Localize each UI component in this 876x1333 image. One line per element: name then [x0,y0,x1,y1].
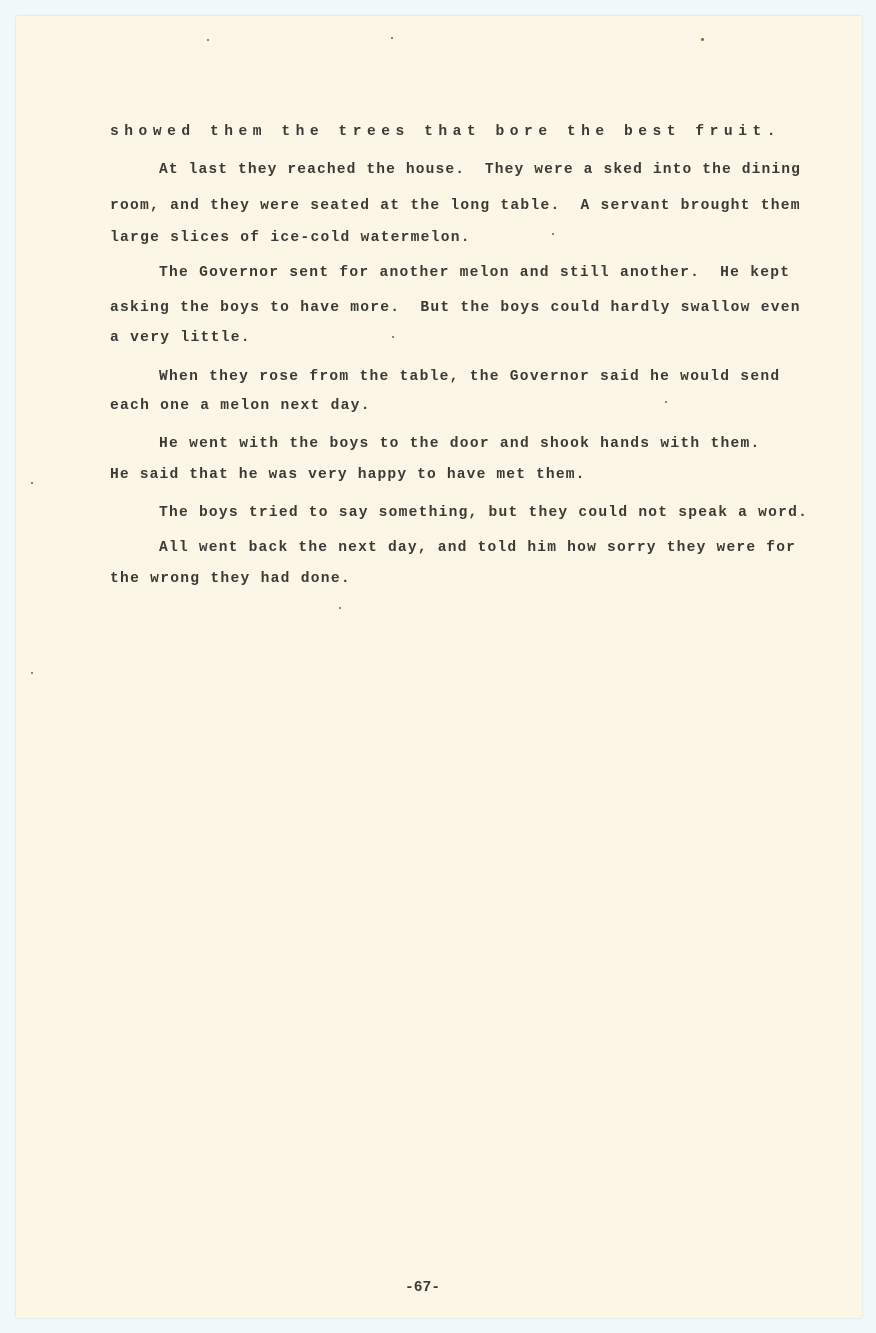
ink-speck [665,401,667,403]
ink-speck [391,37,393,39]
text-line: He said that he was very happy to have met them. [110,467,586,483]
ink-speck [392,336,394,338]
paragraph-first-line: At last they reached the house. They were a sked into the dining [159,162,801,178]
paragraph-first-line: When they rose from the table, the Governor said he would send [159,369,781,385]
ink-speck [207,39,209,41]
text-line: the wrong they had done. [110,571,351,587]
ink-speck [31,672,33,674]
paragraph-first-line: He went with the boys to the door and shook hands with them. [159,436,761,452]
ink-speck [552,233,554,235]
page-number: -67- [405,1280,441,1296]
ink-speck [31,482,33,484]
text-line: large slices of ice-cold watermelon. [110,230,471,246]
paragraph-first-line: All went back the next day, and told him how sorry they were for [159,540,797,556]
text-line: asking the boys to have more. But the boys could hardly swallow even [110,300,801,316]
ink-speck [339,607,341,609]
text-line: showed them the trees that bore the best fruit. [110,124,782,140]
paragraph-first-line: The Governor sent for another melon and still another. He kept [159,265,791,281]
text-line: each one a melon next day. [110,398,371,414]
text-line: room, and they were seated at the long table. A servant brought them [110,198,801,214]
text-line: a very little. [110,330,251,346]
ink-speck [701,38,704,41]
paragraph-first-line: The boys tried to say something, but they could not speak a word. [159,505,809,521]
